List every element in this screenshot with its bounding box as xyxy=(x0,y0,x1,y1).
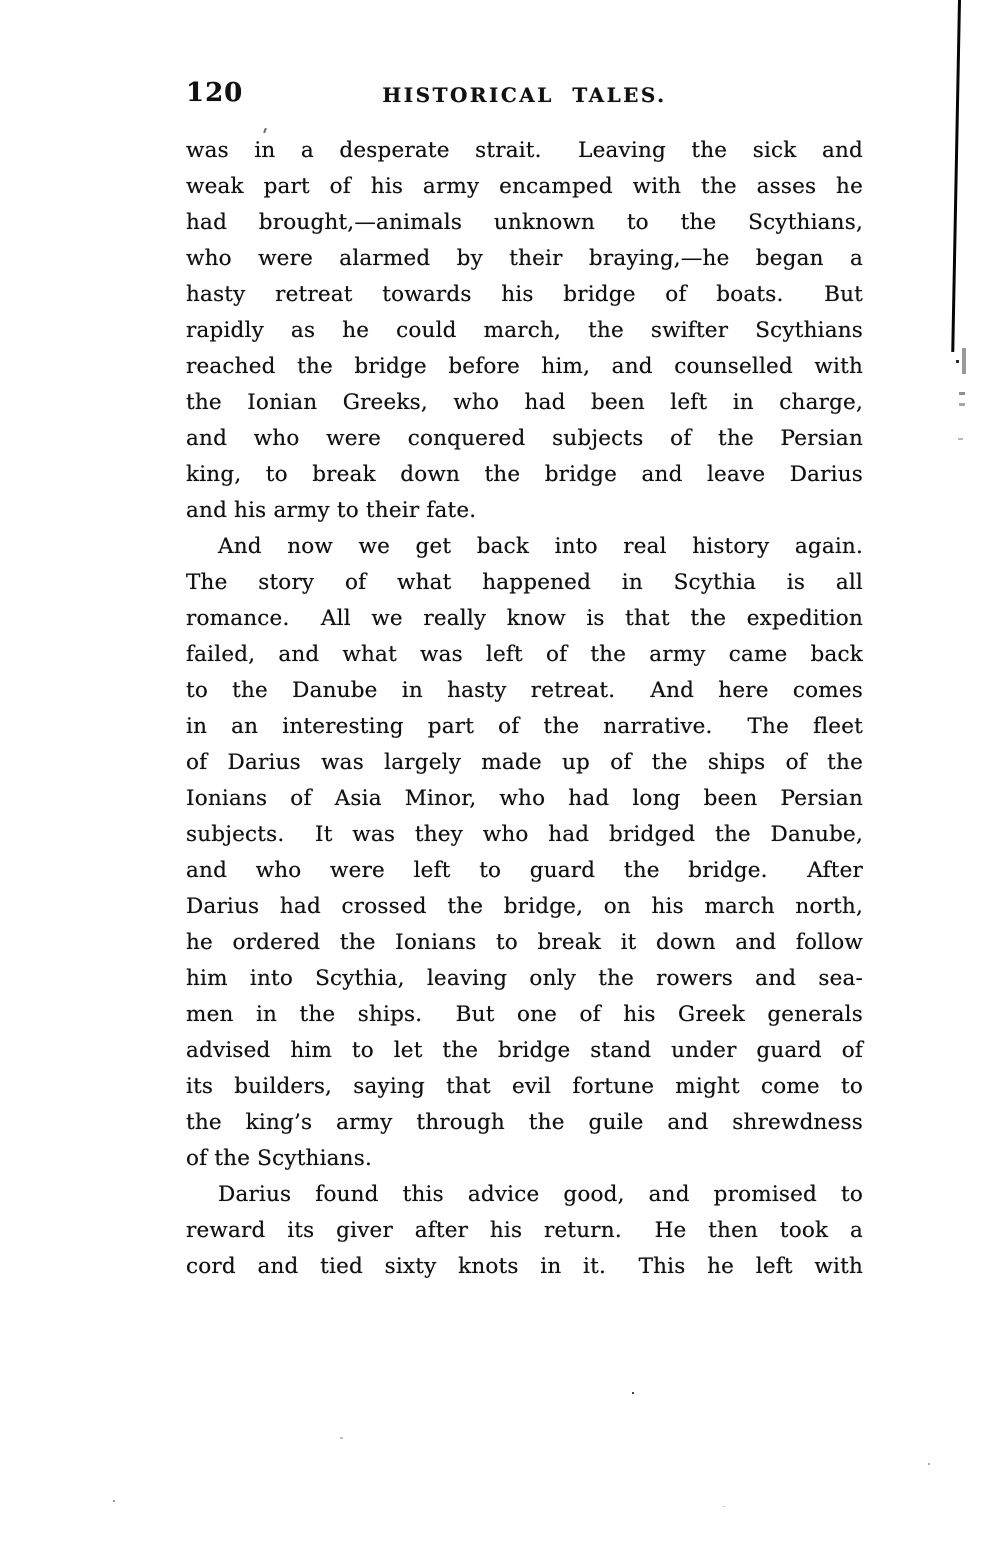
scan-mark xyxy=(959,392,965,395)
text-line: And now we get back into real history again. xyxy=(218,534,863,559)
scan-mark xyxy=(928,1463,930,1465)
scan-mark xyxy=(959,403,965,406)
text-line: he ordered the Ionians to break it down and follow xyxy=(186,930,863,955)
text-line: and who were conquered subjects of the Persian xyxy=(186,426,863,451)
text-line: Darius had crossed the bridge, on his march north, xyxy=(186,894,863,919)
text-line: weak part of his army encamped with the asses he xyxy=(186,174,863,199)
scan-mark xyxy=(962,348,966,374)
text-line: him into Scythia, leaving only the rowers and sea- xyxy=(186,966,863,991)
running-title: HISTORICAL TALES. xyxy=(382,83,667,107)
text-line: advised him to let the bridge stand under guard of xyxy=(186,1038,863,1063)
text-line: hasty retreat towards his bridge of boats. But xyxy=(186,282,863,307)
text-line: who were alarmed by their braying,—he began a xyxy=(186,246,863,271)
text-line: reached the bridge before him, and counselled with xyxy=(186,354,863,379)
text-line: of Darius was largely made up of the ships of the xyxy=(186,750,863,775)
paragraph xyxy=(186,133,863,529)
text-line: cord and tied sixty knots in it. This he left with xyxy=(186,1254,863,1279)
paragraph xyxy=(186,1177,863,1285)
text-line: subjects. It was they who had bridged the Danube, xyxy=(186,822,863,847)
text-line: the king’s army through the guile and shrewdness xyxy=(186,1110,863,1135)
text-line: the Ionian Greeks, who had been left in charge, xyxy=(186,390,863,415)
scan-mark xyxy=(340,1437,343,1439)
text-line: failed, and what was left of the army came back xyxy=(186,642,863,667)
scan-mark xyxy=(723,1506,725,1507)
text-line: of the Scythians. xyxy=(186,1146,372,1171)
page-edge-line-artifact xyxy=(951,0,961,352)
paragraph xyxy=(186,529,863,1177)
text-line: men in the ships. But one of his Greek generals xyxy=(186,1002,863,1027)
text-line: was in a desperate strait. Leaving the sick and xyxy=(186,138,863,163)
scan-mark xyxy=(632,1392,634,1394)
text-line: Ionians of Asia Minor, who had long been Persian xyxy=(186,786,863,811)
text-line: Darius found this advice good, and promised to xyxy=(218,1182,863,1207)
text-line: king, to break down the bridge and leave Darius xyxy=(186,462,863,487)
text-line: rapidly as he could march, the swifter Scythians xyxy=(186,318,863,343)
text-line: The story of what happened in Scythia is all xyxy=(186,570,863,595)
text-line: and who were left to guard the bridge. After xyxy=(186,858,863,883)
scan-mark xyxy=(958,438,963,440)
page-header xyxy=(186,78,863,108)
scan-mark xyxy=(113,1500,115,1502)
page-body xyxy=(186,133,863,1285)
text-line: romance. All we really know is that the expedition xyxy=(186,606,863,631)
text-line: its builders, saying that evil fortune might come to xyxy=(186,1074,863,1099)
text-line: had brought,—animals unknown to the Scythians, xyxy=(186,210,863,235)
text-line: in an interesting part of the narrative. The fleet xyxy=(186,714,863,739)
scan-mark xyxy=(956,360,959,363)
text-line: to the Danube in hasty retreat. And here comes xyxy=(186,678,863,703)
page-number: 120 xyxy=(186,78,244,108)
text-line: reward its giver after his return. He then took a xyxy=(186,1218,863,1243)
text-line: and his army to their fate. xyxy=(186,498,477,523)
